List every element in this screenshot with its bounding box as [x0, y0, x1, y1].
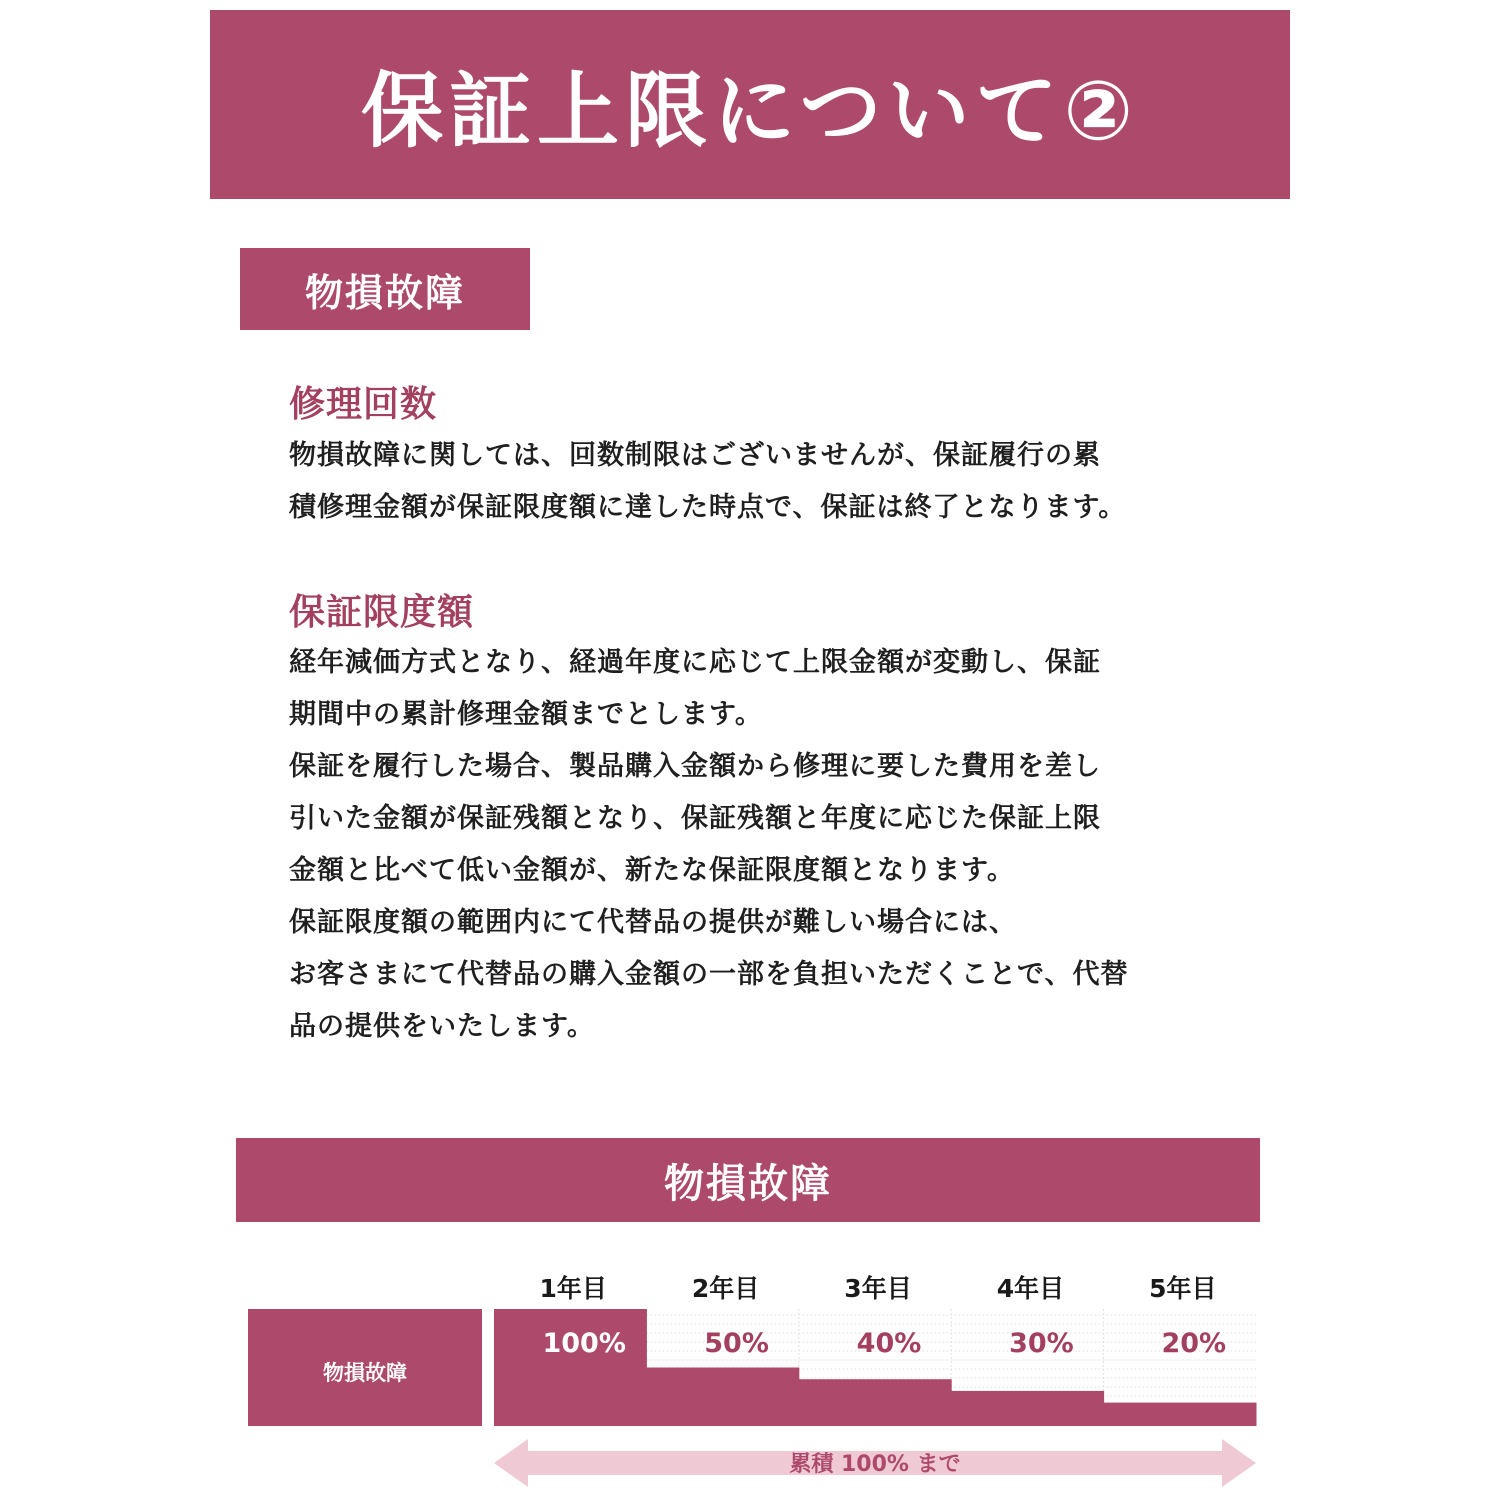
category-label: 3年目 [844, 1274, 912, 1303]
value-label: 100% [542, 1328, 626, 1359]
limit-line: 経年減価方式となり、経過年度に応じて上限金額が変動し、保証 [289, 647, 1101, 678]
value-label: 20% [1161, 1328, 1227, 1359]
row-label: 物損故障 [323, 1361, 407, 1385]
limit-line: 品の提供をいたします。 [289, 1011, 595, 1042]
category-label: 4年目 [996, 1274, 1065, 1303]
category-label: 5年目 [1149, 1274, 1217, 1303]
limit-line: 保証限度額の範囲内にて代替品の提供が難しい場合には、 [289, 907, 1017, 938]
chart-banner: 物損故障 [236, 1138, 1260, 1222]
value-label: 50% [704, 1328, 769, 1359]
category-label: 2年目 [691, 1274, 760, 1303]
limit-line: 金額と比べて低い金額が、新たな保証限度額となります。 [289, 855, 1015, 886]
limit-line: お客さまにて代替品の購入金額の一部を負担いただくことで、代替 [289, 959, 1129, 990]
limit-heading: 保証限度額 [289, 592, 475, 633]
repair-count-line: 積修理金額が保証限度額に達した時点で、保証は終了となります。 [289, 492, 1127, 523]
limit-line: 引いた金額が保証残額となり、保証残額と年度に応じた保証上限 [289, 803, 1101, 834]
bar [646, 1368, 799, 1427]
limit-line: 期間中の累計修理金額までとします。 [289, 699, 763, 730]
bar [494, 1309, 647, 1426]
repair-count-heading: 修理回数 [289, 384, 438, 425]
repair-count-line: 物損故障に関しては、回数制限はございませんが、保証履行の累 [289, 440, 1101, 471]
section-tag: 物損故障 [240, 248, 530, 330]
bar [1104, 1403, 1257, 1426]
limit-line: 保証を履行した場合、製品購入金額から修理に要した費用を差し [289, 751, 1101, 782]
bar [951, 1391, 1104, 1426]
value-label: 30% [1009, 1328, 1074, 1359]
category-label: 1年目 [539, 1274, 607, 1303]
page-title: 保証上限について② [361, 64, 1139, 159]
bar [799, 1379, 952, 1426]
range-label: 累積 100% まで [789, 1452, 961, 1477]
value-label: 40% [856, 1328, 922, 1359]
